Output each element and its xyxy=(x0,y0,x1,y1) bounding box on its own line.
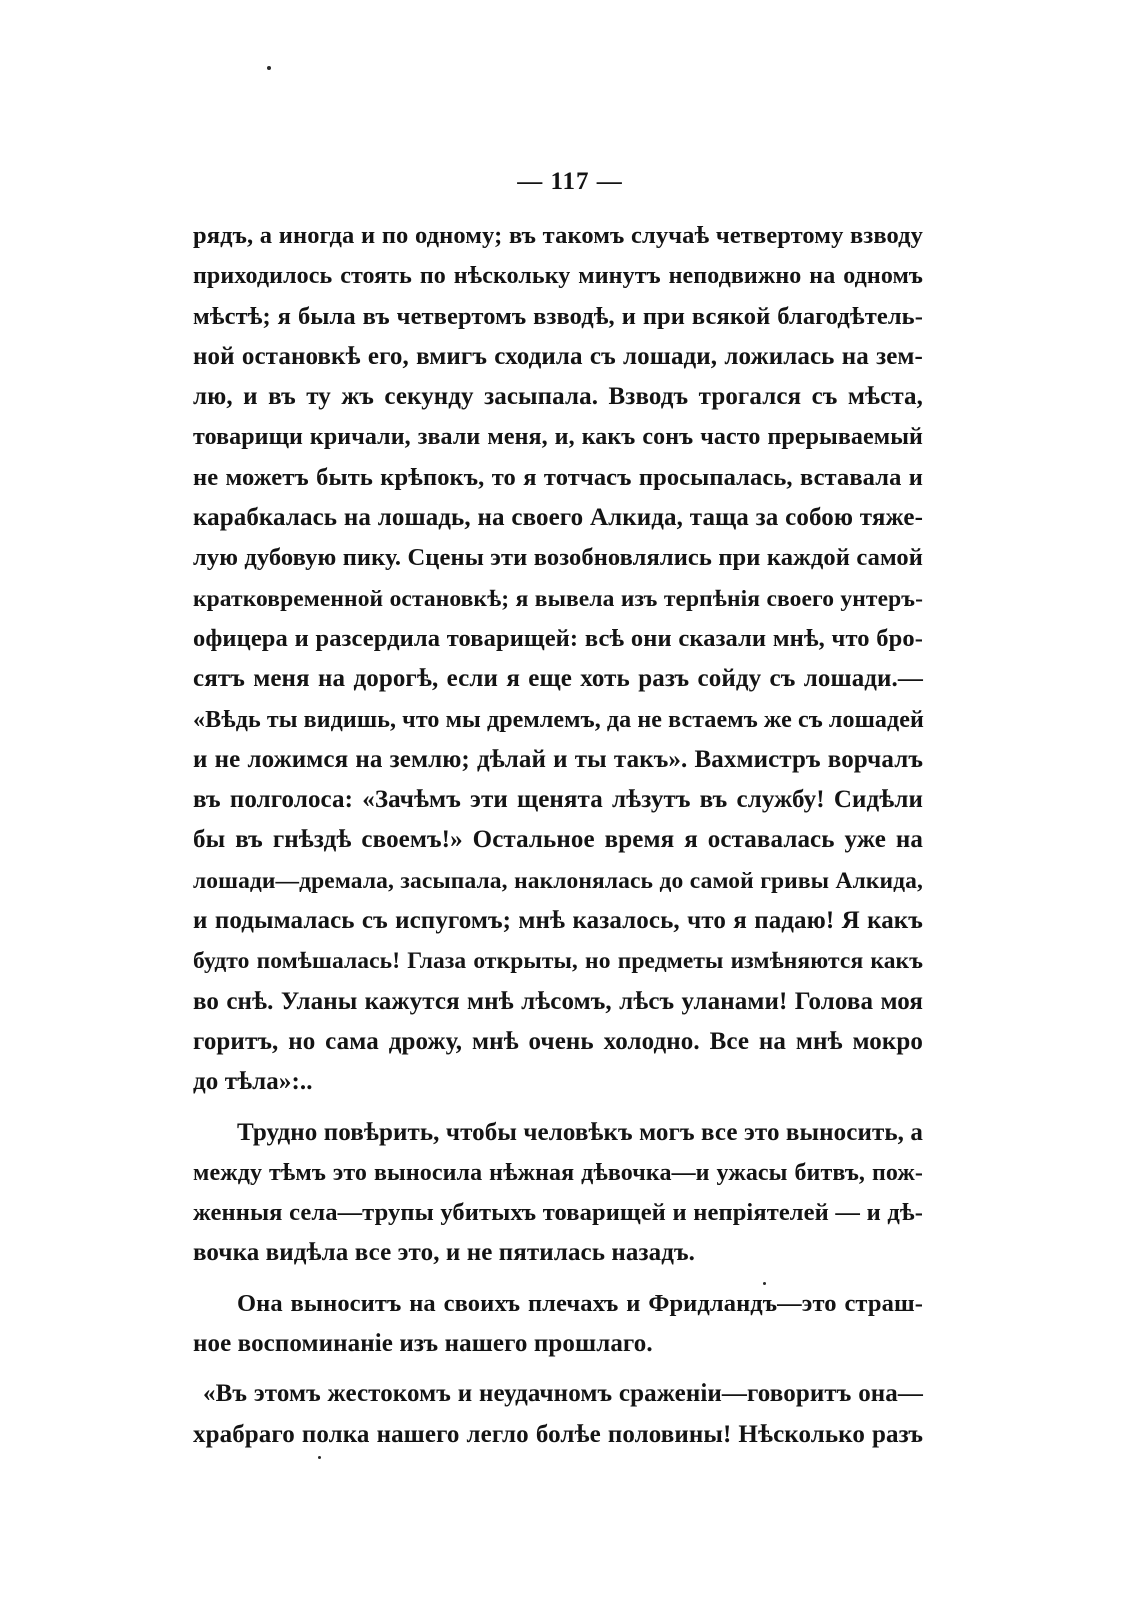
page-number: — 117 — xyxy=(517,168,623,195)
text-line: кратковременной остановкѣ; я вывела изъ терпѣнія своего унтеръ- xyxy=(193,585,923,612)
text-line: приходилось стоять по нѣскольку минутъ неподвижно на одномъ xyxy=(193,263,923,290)
text-line: лошади—дремала, засыпала, наклонялась до самой гривы Алкида, xyxy=(193,867,923,894)
text-line: бы въ гнѣздѣ своемъ!» Остальное время я оставалась уже на xyxy=(193,826,923,854)
text-line: товарищи кричали, звали меня, и, какъ сонъ часто прерываемый xyxy=(193,424,923,451)
text-line: рядъ, а иногда и по одному; въ такомъ случаѣ четвертому взводу xyxy=(193,222,923,249)
paragraph-gap xyxy=(193,1103,923,1113)
text-line: «Вѣдь ты видишь, что мы дремлемъ, да не встаемъ же съ лошадей xyxy=(193,706,924,733)
text-line: во снѣ. Уланы кажутся мнѣ лѣсомъ, лѣсъ уланами! Голова моя xyxy=(193,987,923,1015)
paragraph xyxy=(193,1284,923,1365)
text-line: между тѣмъ это выносила нѣжная дѣвочка—и ужасы битвъ, пож- xyxy=(193,1159,923,1186)
text-line: горитъ, но сама дрожу, мнѣ очень холодно. Все на мнѣ мокро xyxy=(193,1027,923,1055)
ink-speck xyxy=(318,1456,321,1459)
paragraph xyxy=(193,1374,923,1455)
text-line: карабкалась на лошадь, на своего Алкида, таща за собою тяже- xyxy=(193,504,923,532)
text-line: храбраго полка нашего легло болѣе половины! Нѣсколько разъ xyxy=(193,1420,923,1448)
text-line: Трудно повѣрить, чтобы человѣкъ могъ все это выносить, а xyxy=(237,1118,923,1146)
text-line: вочка видѣла все это, и не пятилась назадъ. xyxy=(193,1239,696,1267)
text-line: «Въ этомъ жестокомъ и неудачномъ сраженіи—говоритъ она— xyxy=(203,1380,923,1408)
text-line: сятъ меня на дорогѣ, если я еще хоть разъ сойду съ лошади.— xyxy=(193,665,923,693)
text-line: до тѣла»:.. xyxy=(193,1068,313,1096)
paragraph xyxy=(193,1113,923,1274)
text-line: будто помѣшалась! Глаза открыты, но предметы измѣняются какъ xyxy=(193,948,923,975)
text-line: офицера и разсердила товарищей: всѣ они сказали мнѣ, что бро- xyxy=(193,624,923,652)
ink-speck xyxy=(267,66,271,70)
text-line: ной остановкѣ его, вмигъ сходила съ лошади, ложилась на зем- xyxy=(193,342,923,370)
text-line: и не ложимся на землю; дѣлай и ты такъ». Вахмистръ ворчалъ xyxy=(193,745,923,773)
text-line: въ полголоса: «Зачѣмъ эти щенята лѣзутъ въ службу! Сидѣли xyxy=(193,786,923,814)
text-line: ное воспоминаніе изъ нашего прошлаго. xyxy=(193,1330,653,1358)
paragraph-gap xyxy=(193,1274,923,1284)
paragraph xyxy=(193,216,923,1103)
text-line: Она выноситъ на своихъ плечахъ и Фридландъ—это страш- xyxy=(237,1289,923,1317)
text-line: лю, и въ ту жъ секунду засыпала. Взводъ трогался съ мѣста, xyxy=(193,383,923,411)
paragraph-gap xyxy=(193,1364,923,1374)
body-text xyxy=(193,216,923,1455)
text-line: женныя села—трупы убитыхъ товарищей и непріятелей — и дѣ- xyxy=(193,1199,923,1227)
text-line: лую дубовую пику. Сцены эти возобновлялись при каждой самой xyxy=(193,544,923,572)
text-line: мѣстѣ; я была въ четвертомъ взводѣ, и при всякой благодѣтель- xyxy=(193,302,923,330)
text-line: не можетъ быть крѣпокъ, то я тотчасъ просыпалась, вставала и xyxy=(193,463,923,491)
text-line: и подымалась съ испугомъ; мнѣ казалось, что я падаю! Я какъ xyxy=(193,907,923,935)
